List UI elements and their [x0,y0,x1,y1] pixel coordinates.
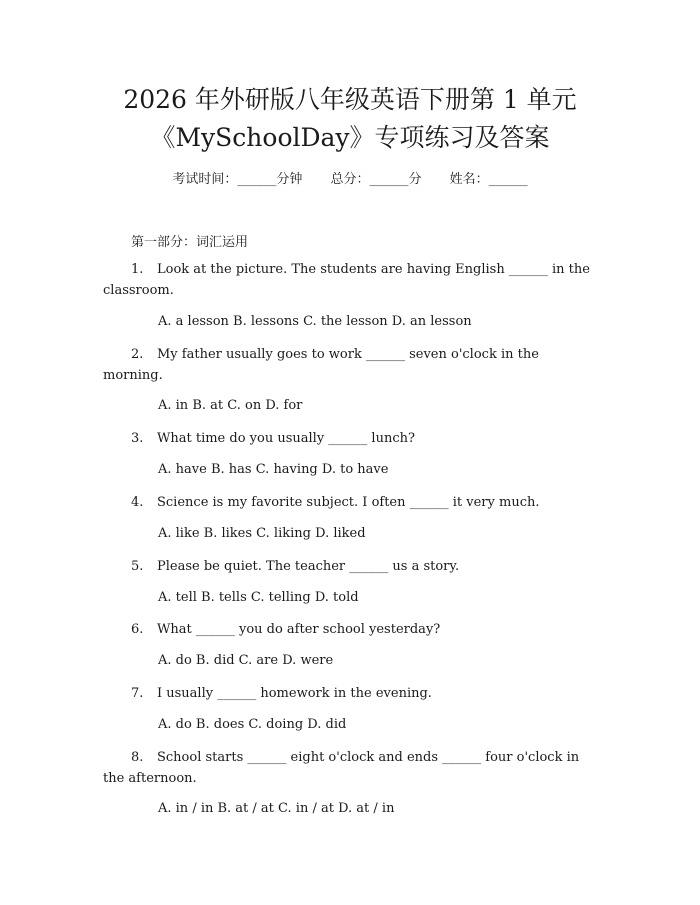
question-item [103,259,597,301]
question-number: 5. [131,559,144,574]
question-text: My father usually goes to work ______ seven o'clock in the morning. [103,347,539,383]
question-text: School starts ______ eight o'clock and ends ______ four o'clock in the afternoon. [103,750,580,786]
question-item [103,344,597,386]
question-text: What time do you usually ______ lunch? [157,431,415,446]
question-options: A. do B. does C. doing D. did [158,717,347,732]
exam-info [0,168,700,187]
question-text: What ______ you do after school yesterday? [157,622,441,637]
question-options: A. have B. has C. having D. to have [158,462,389,477]
question-options: A. like B. likes C. liking D. liked [158,526,366,541]
question-text: I usually ______ homework in the evening. [157,686,432,701]
question-number: 3. [131,431,144,446]
question-number: 1. [131,262,144,277]
question-number: 2. [131,347,144,362]
question-options: A. a lesson B. lessons C. the lesson D. an lesson [158,314,472,329]
question-item [103,747,597,789]
question-text: Science is my favorite subject. I often ______ it very much. [157,495,540,510]
question-item [103,428,597,449]
question-number: 8. [131,750,144,765]
document-title-line1: 2026 年外研版八年级英语下册第 1 单元 [123,85,577,114]
section-heading: 第一部分：词汇运用 [131,235,249,250]
question-options: A. in B. at C. on D. for [158,398,303,413]
question-text: Please be quiet. The teacher ______ us a story. [157,559,460,574]
question-options: A. do B. did C. are D. were [158,653,334,668]
question-item [103,556,597,577]
exam-time: 考试时间：______分钟 [172,172,303,187]
question-item [103,683,597,704]
question-options: A. in / in B. at / at C. in / at D. at / in [158,801,395,816]
exam-score: 总分：______分 [330,172,422,187]
question-item [103,492,597,513]
question-number: 6. [131,622,144,637]
question-text: Look at the picture. The students are having English ______ in the classroom. [103,262,590,298]
exam-name: 姓名：______ [449,172,528,187]
document-title-line2: 《MySchoolDay》专项练习及答案 [150,123,550,152]
question-options: A. tell B. tells C. telling D. told [158,590,359,605]
question-number: 7. [131,686,144,701]
question-item [103,619,597,640]
question-number: 4. [131,495,144,510]
